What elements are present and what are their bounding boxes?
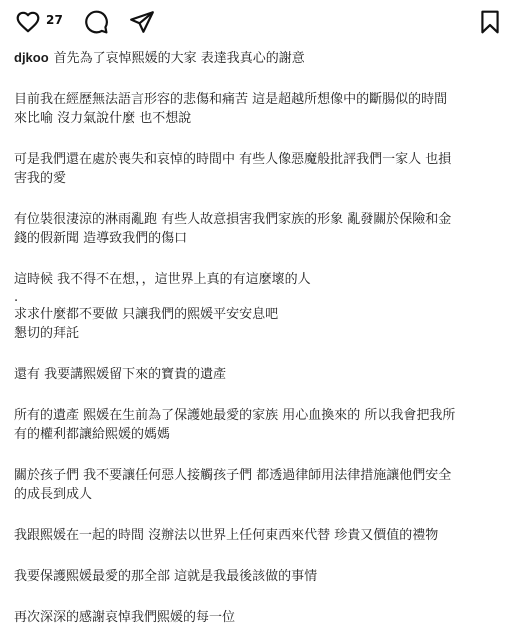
- caption-line: .: [14, 290, 19, 305]
- caption-line: 我跟熙媛在一起的時間 沒辦法以世界上任何東西來代替 珍貴又價值的禮物: [14, 528, 439, 543]
- bookmark-icon: [477, 9, 503, 35]
- caption-line: 的成長到成人: [14, 487, 93, 502]
- caption-line: 我要保護熙媛最愛的那全部 這就是我最後該做的事情: [14, 569, 318, 584]
- caption-line: 可是我們還在處於喪失和哀悼的時間中 有些人像惡魔般批評我們一家人 也損: [14, 152, 452, 167]
- comment-button[interactable]: [82, 8, 110, 36]
- share-button[interactable]: [128, 8, 156, 36]
- caption-line: 害我的愛: [14, 171, 67, 186]
- caption-line: 來比喻 沒力氣說什麼 也不想說: [14, 111, 192, 126]
- caption-line: 求求什麼都不要做 只讓我們的熙媛平安安息吧: [14, 307, 279, 322]
- username-link[interactable]: djkoo: [14, 50, 49, 65]
- caption-line: 所有的遺產 熙媛在生前為了保護她最愛的家族 用心血換來的 所以我會把我所: [14, 408, 456, 423]
- like-count[interactable]: 27: [46, 13, 64, 27]
- caption-line: 有的權利都讓給熙媛的媽媽: [14, 427, 171, 442]
- caption-line: 關於孩子們 我不要讓任何惡人接觸孩子們 都透過律師用法律措施讓他們安全: [14, 468, 452, 483]
- post-caption: [14, 48, 504, 627]
- caption-line: 目前我在經歷無法語言形容的悲傷和痛苦 這是超越所想像中的斷腸似的時間: [14, 92, 448, 107]
- paper-plane-icon: [129, 9, 155, 35]
- caption-line: 首先為了哀悼熙媛的大家 表達我真心的謝意: [53, 51, 305, 66]
- caption-line: 懇切的拜託: [14, 326, 80, 341]
- post-action-bar: [0, 0, 512, 44]
- caption-line: 還有 我要講熙媛留下來的寶貴的遺產: [14, 367, 227, 382]
- caption-line: 這時候 我不得不在想，，這世界上真的有這麼壞的人: [14, 272, 311, 287]
- like-button[interactable]: [14, 8, 42, 36]
- heart-icon: [15, 9, 41, 35]
- caption-line: 再次深深的感謝哀悼我們熙媛的每一位: [14, 610, 236, 625]
- caption-line: 錢的假新聞 造導致我們的傷口: [14, 231, 188, 246]
- comment-icon: [83, 9, 109, 35]
- caption-line: 有位裝很淒涼的淋雨亂跑 有些人故意損害我們家族的形象 亂發關於保險和金: [14, 212, 452, 227]
- caption-paragraph: [14, 48, 504, 68]
- save-button[interactable]: [476, 8, 504, 36]
